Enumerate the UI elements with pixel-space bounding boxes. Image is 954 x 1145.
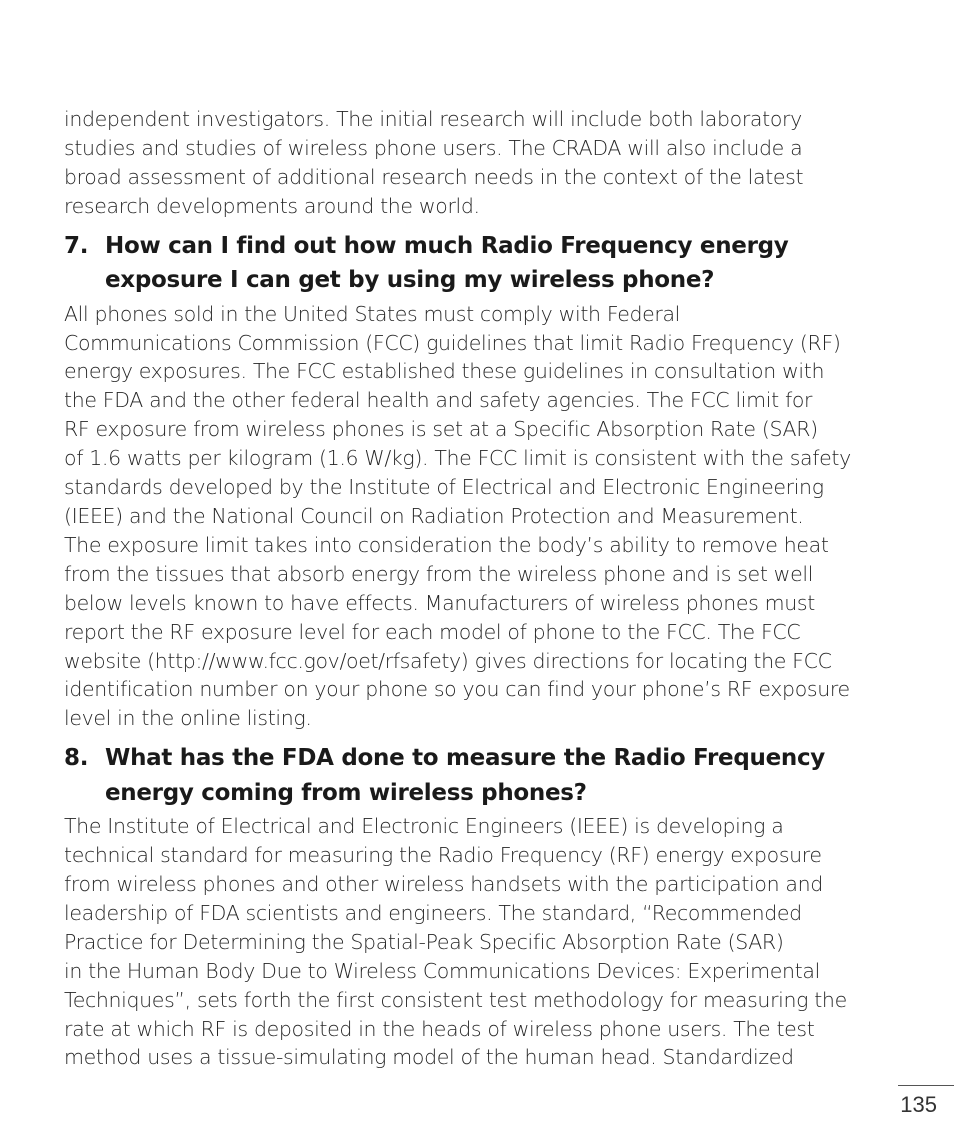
section-8-heading <box>64 741 914 810</box>
page-number-rule <box>898 1085 954 1086</box>
section-8-number: 8. <box>64 745 89 772</box>
section-7-body: All phones sold in the United States must comply with Federal Communications Commission (FCC) guidelines that limit Radio Frequency (RF) energy exposures. The FCC established these guidelines in consultation with the FDA and the other federal health and safety agencies. The FCC limit for RF exposure from wireless phones is set at a Specific Absorption Rate (SAR) of 1.6 watts per kilogram (1.6 W/kg). The FCC limit is consistent with the safety standards developed by the Institute of Electrical and Electronic Engineering (IEEE) and the National Council on Radiation Protection and Measurement. The exposure limit takes into consideration the body’s ability to remove heat from the tissues that absorb energy from the wireless phone and is set well below levels known to have effects. Manufacturers of wireless phones must report the RF exposure level for each model of phone to the FCC. The FCC website (http://www.fcc.gov/oet/rfsafety) gives directions for locating the FCC identification number on your phone so you can find your phone’s RF exposure level in the online listing. <box>64 301 851 731</box>
section-7-title: How can I find out how much Radio Frequency energy exposure I can get by using my wireless phone? <box>105 232 789 294</box>
section-8-body: The Institute of Electrical and Electronic Engineers (IEEE) is developing a technical standard for measuring the Radio Frequency (RF) energy exposure from wireless phones and other wireless handsets with the participation and leadership of FDA scientists and engineers. The standard, “Recommended Practice for Determining the Spatial-Peak Specific Absorption Rate (SAR) in the Human Body Due to Wireless Communications Devices: Experimental Techniques”, sets forth the first consistent test methodology for measuring the rate at which RF is deposited in the heads of wireless phone users. The test method uses a tissue-simulating model of the human head. Standardized <box>64 814 847 1070</box>
page-content <box>64 105 914 1072</box>
page-number: 135 <box>900 1092 937 1117</box>
section-7-number: 7. <box>64 232 89 259</box>
section-8-title: What has the FDA done to measure the Radio Frequency energy coming from wireless phones? <box>105 745 825 806</box>
section-7-heading <box>64 229 914 298</box>
intro-paragraph: independent investigators. The initial research will include both laboratory studies and studies of wireless phone users. The CRADA will also include a broad assessment of additional research needs in the context of the latest research developments around the world. <box>64 107 804 218</box>
